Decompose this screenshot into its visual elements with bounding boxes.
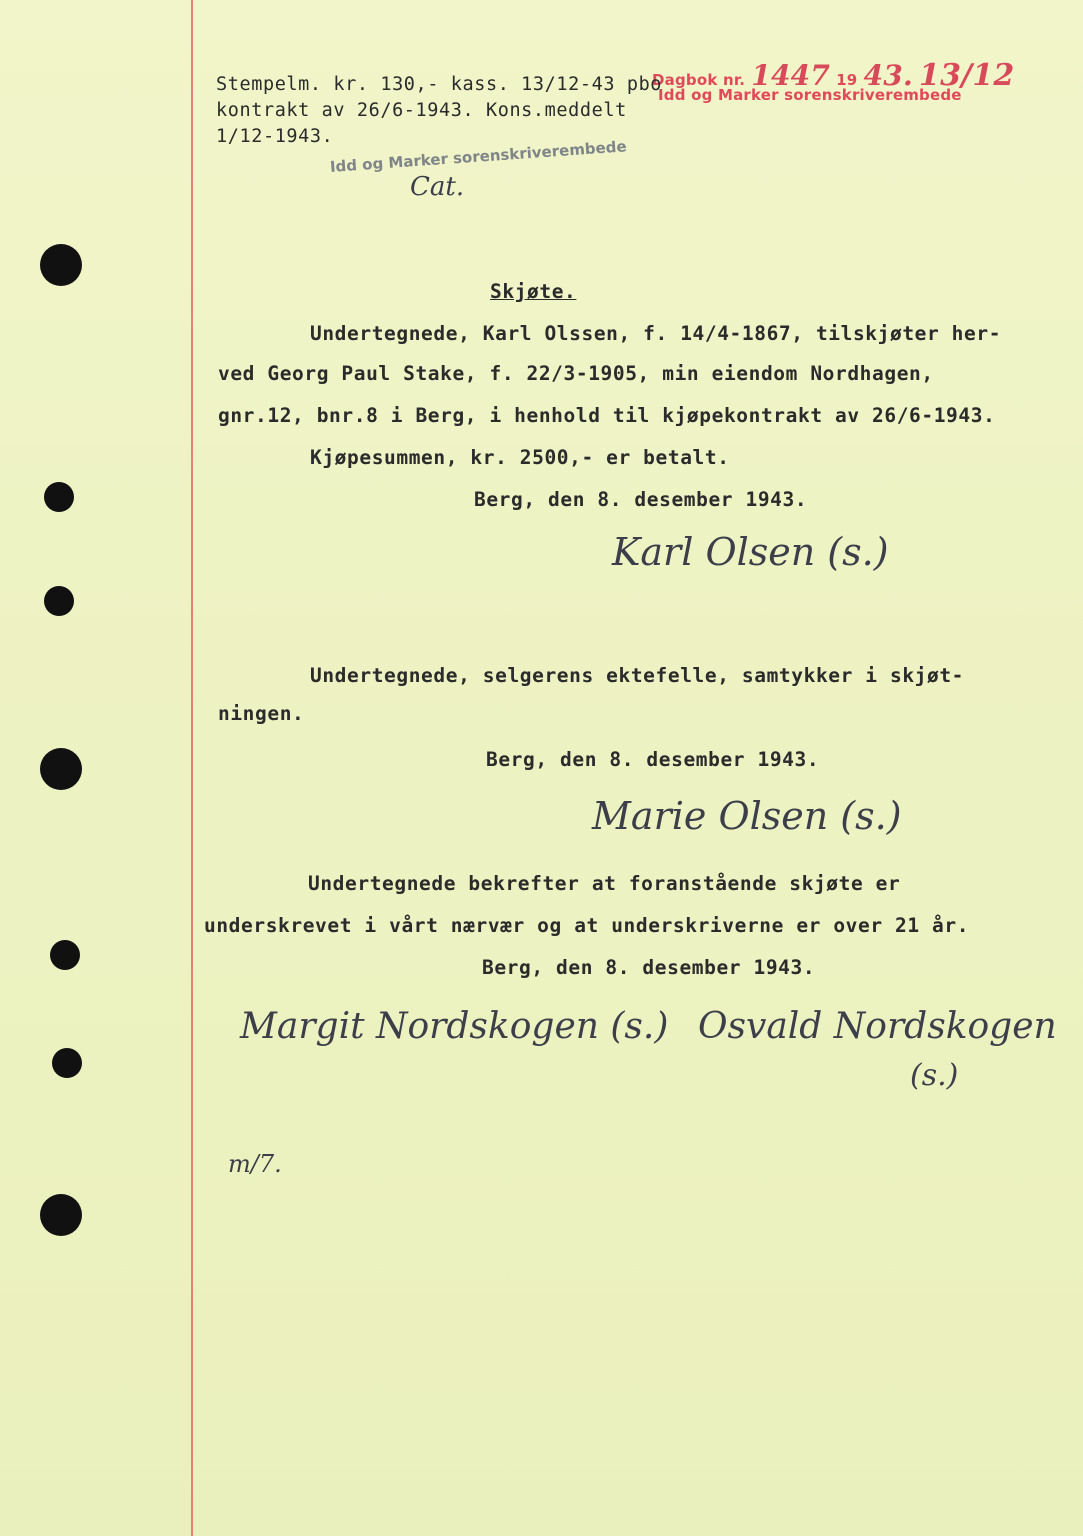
deed-line: Undertegnede, Karl Olssen, f. 14/4-1867, tilskjøter her-: [310, 322, 1002, 345]
journal-year-prefix: 19: [836, 71, 858, 89]
office-stamp-grey: Idd og Marker sorenskriverembede: [329, 137, 628, 176]
journal-prefix: Dagbok nr.: [652, 71, 746, 89]
witness-signature-2: Osvald Nordskogen: [698, 1006, 1057, 1047]
witness-signature-1: Margit Nordskogen (s.): [240, 1006, 669, 1047]
margin-rule: [191, 0, 193, 1536]
punch-hole: [44, 586, 74, 616]
punch-hole: [44, 482, 74, 512]
header-line: Stempelm. kr. 130,- kass. 13/12-43 pbo: [216, 74, 663, 95]
seller-signature: Karl Olsen (s.): [612, 530, 889, 574]
punch-hole: [50, 940, 80, 970]
consent-date: Berg, den 8. desember 1943.: [486, 748, 820, 771]
witness-date: Berg, den 8. desember 1943.: [482, 956, 816, 979]
header-line: 1/12-1943.: [216, 126, 334, 147]
deed-line: gnr.12, bnr.8 i Berg, i henhold til kjøpekontrakt av 26/6-1943.: [218, 404, 996, 427]
initials-top: Cat.: [410, 172, 465, 202]
consent-line: Undertegnede, selgerens ektefelle, samtykker i skjøt-: [310, 664, 965, 687]
witness-line: underskrevet i vårt nærvær og at underskriverne er over 21 år.: [204, 914, 970, 937]
deed-line: ved Georg Paul Stake, f. 22/3-1905, min eiendom Nordhagen,: [218, 362, 934, 385]
deed-title: Skjøte.: [490, 280, 577, 303]
journal-year: 43.: [863, 59, 913, 92]
punch-hole: [40, 1194, 82, 1236]
deed-date: Berg, den 8. desember 1943.: [474, 488, 808, 511]
journal-date: 13/12: [919, 58, 1015, 93]
punch-hole: [40, 748, 82, 790]
initials-bottom: m/7.: [228, 1150, 282, 1178]
office-stamp: Idd og Marker sorenskriverembede: [658, 86, 962, 104]
witness-signature-2-suffix: (s.): [910, 1058, 959, 1093]
witness-line: Undertegnede bekrefter at foranstående skjøte er: [308, 872, 901, 895]
punch-hole: [52, 1048, 82, 1078]
spouse-signature: Marie Olsen (s.): [592, 794, 902, 838]
punch-hole: [40, 244, 82, 286]
header-line: kontrakt av 26/6-1943. Kons.meddelt: [216, 100, 627, 121]
journal-number: 1447: [751, 59, 831, 92]
consent-line: ningen.: [218, 702, 305, 725]
deed-line: Kjøpesummen, kr. 2500,- er betalt.: [310, 446, 730, 469]
